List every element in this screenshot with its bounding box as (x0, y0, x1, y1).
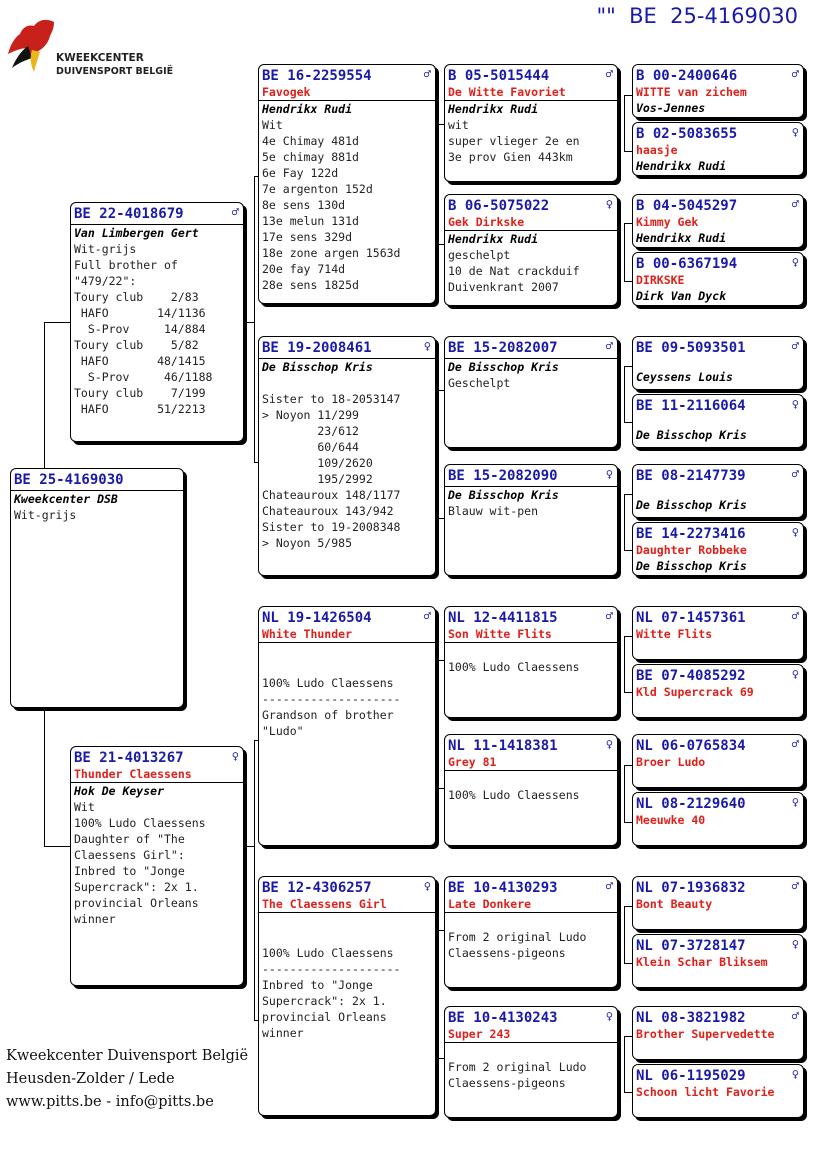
pigeon-details: geschelpt 10 de Nat crackduif Duivenkrant 2007 (448, 248, 580, 294)
pigeon-owner: Kweekcenter DSB (11, 490, 183, 507)
pigeon-owner: De Bisschop Kris (445, 358, 617, 375)
pigeon-owner: Hendrikx Rudi (259, 100, 435, 117)
pigeon-details: Geschelpt (448, 376, 511, 390)
pigeon-card-ggp4[interactable] (444, 464, 618, 576)
pigeon-card-ggp6[interactable] (444, 734, 618, 846)
male-icon: ♂ (605, 609, 613, 623)
ring-number (11, 469, 183, 489)
pigeon-owner: Ceyssens Louis (636, 370, 733, 384)
ring-number-text: BE 25-4169030 (14, 472, 124, 488)
pigeon-name: Daughter Robbeke (636, 543, 747, 557)
connector (624, 95, 625, 151)
ring-number (445, 465, 617, 485)
connector (44, 846, 70, 847)
ring-number-text: B 00-2400646 (636, 68, 738, 84)
pigeon-card-ggp5[interactable] (444, 606, 618, 718)
ring-number-text: NL 07-1936832 (636, 880, 746, 896)
pigeon-card-g3[interactable] (632, 194, 804, 248)
ring-number (445, 877, 617, 897)
ring-number (633, 793, 803, 813)
pigeon-details: 100% Ludo Claessens -------------------- Grandson of brother "Ludo" (262, 676, 401, 738)
pigeon-name: Grey 81 (448, 755, 497, 769)
pigeon-card-g4[interactable] (632, 252, 804, 306)
connector (624, 223, 625, 281)
ring-number-text: NL 08-3821982 (636, 1010, 746, 1026)
connector (624, 822, 632, 823)
connector (624, 422, 632, 423)
pigeon-name: Super 243 (448, 1027, 511, 1041)
male-icon: ♂ (423, 67, 431, 81)
pigeon-card-g5[interactable] (632, 336, 804, 390)
ring-number-text: NL 11-1418381 (448, 738, 558, 754)
ring-number-text: BE 09-5093501 (636, 340, 746, 356)
male-icon: ♂ (605, 879, 613, 893)
female-icon: ♀ (791, 667, 799, 681)
ring-number-text: NL 12-4411815 (448, 610, 558, 626)
pigeon-details: Blauw wit-pen (448, 504, 539, 518)
pigeon-details: 100% Ludo Claessens (448, 788, 580, 802)
ring-number-text: BE 08-2147739 (636, 468, 746, 484)
pigeon-owner: Hendrikx Rudi (445, 100, 617, 117)
female-icon: ♀ (791, 937, 799, 951)
pigeon-details: wit super vlieger 2e en 3e prov Gien 443km (448, 118, 580, 164)
ring-number (633, 65, 803, 85)
pigeon-owner: Hendrikx Rudi (445, 230, 617, 247)
ring-number-text: NL 07-1457361 (636, 610, 746, 626)
connector (44, 706, 45, 846)
connector (624, 494, 632, 495)
pigeon-owner: De Bisschop Kris (636, 498, 747, 512)
ring-number-text: BE 15-2082007 (448, 340, 558, 356)
pigeon-name: Kimmy Gek (636, 215, 699, 229)
logo-line-1: KWEEKCENTER (56, 52, 144, 64)
pigeon-card-g16[interactable] (632, 1064, 804, 1118)
ring-number-text: BE 12-4306257 (262, 880, 372, 896)
ring-number (71, 747, 243, 767)
connector (624, 765, 632, 766)
male-icon: ♂ (791, 737, 799, 751)
pigeon-card-g11[interactable] (632, 734, 804, 788)
pigeon-owner: De Bisschop Kris (636, 428, 747, 442)
ring-number-text: B 05-5015444 (448, 68, 550, 84)
pigeon-card-gp2[interactable] (258, 336, 436, 576)
connector (254, 176, 255, 462)
pigeon-card-g2[interactable] (632, 122, 804, 176)
pigeon-card-g9[interactable] (632, 606, 804, 660)
pigeon-name: Bont Beauty (636, 897, 713, 911)
ring-number (445, 195, 617, 215)
ring-number (445, 65, 617, 85)
ring-number-text: NL 19-1426504 (262, 610, 372, 626)
male-icon: ♂ (791, 609, 799, 623)
male-icon: ♂ (605, 339, 613, 353)
connector (624, 692, 632, 693)
female-icon: ♀ (791, 795, 799, 809)
ring-number-text: BE 14-2273416 (636, 526, 746, 542)
ring-number (445, 1007, 617, 1027)
connector (624, 906, 632, 907)
connector (44, 322, 45, 468)
ring-number (259, 607, 435, 627)
connector (438, 930, 439, 1058)
ring-number-text: B 00-6367194 (636, 256, 738, 272)
pigeon-name: Schoon licht Favorie (636, 1085, 775, 1099)
female-icon: ♀ (605, 737, 613, 751)
pigeon-card-g7[interactable] (632, 464, 804, 518)
male-icon: ♂ (423, 609, 431, 623)
connector (438, 124, 439, 244)
connector (624, 1092, 632, 1093)
connector (246, 846, 254, 847)
connector (624, 366, 632, 367)
ring-number-text: BE 10-4130243 (448, 1010, 558, 1026)
ring-number (633, 395, 803, 415)
footer-contact[interactable]: www.pitts.be - info@pitts.be (6, 1094, 214, 1110)
ring-number-text: BE 22-4018679 (74, 206, 184, 222)
pigeon-name: Son Witte Flits (448, 627, 552, 641)
male-icon: ♂ (605, 67, 613, 81)
ring-number (259, 65, 435, 85)
pigeon-card-ggp1[interactable] (444, 64, 618, 182)
male-icon: ♂ (791, 1009, 799, 1023)
connector (624, 494, 625, 550)
pigeon-card-ggp3[interactable] (444, 336, 618, 448)
pigeon-details: 100% Ludo Claessens (448, 660, 580, 674)
pigeon-card-gp4[interactable] (258, 876, 436, 1116)
ring-number-text: BE 21-4013267 (74, 750, 184, 766)
connector (438, 390, 439, 518)
footer-location: Heusden-Zolder / Lede (6, 1071, 175, 1087)
female-icon: ♀ (791, 397, 799, 411)
pigeon-details: Wit-grijs (14, 508, 77, 522)
logo-line-2: DUIVENSPORT BELGIË (56, 66, 174, 77)
pigeon-name: Gek Dirkske (448, 215, 525, 229)
connector (624, 366, 625, 422)
connector (624, 1036, 632, 1037)
pigeon-name: Klein Schar Bliksem (636, 955, 768, 969)
connector (246, 322, 254, 323)
ring-number-text: BE 19-2008461 (262, 340, 372, 356)
pigeon-details: From 2 original Ludo Claessens-pigeons (448, 1060, 587, 1090)
pigeon-details: Sister to 18-2053147 > Noyon 11/299 23/612 60/644 109/2620 195/2992 Chateauroux 148/1177 Chateauroux 143/942 Sister to 19-2008348 > Noyon 5/985 (262, 392, 401, 550)
ring-number (633, 337, 803, 357)
pigeon-card-subject[interactable] (10, 468, 184, 708)
pigeon-name: DIRKSKE (636, 273, 685, 287)
pigeon-card-g15[interactable] (632, 1006, 804, 1060)
female-icon: ♀ (231, 749, 239, 763)
ring-number (633, 935, 803, 955)
female-icon: ♀ (605, 467, 613, 481)
ring-number-text: B 04-5045297 (636, 198, 738, 214)
pigeon-card-g12[interactable] (632, 792, 804, 846)
pedigree-ring-title: "" BE 25-4169030 (596, 4, 798, 28)
ring-number (633, 607, 803, 627)
ring-number (259, 337, 435, 357)
connector (624, 1036, 625, 1092)
connector (254, 740, 255, 1020)
ring-number-text: BE 07-4085292 (636, 668, 746, 684)
pigeon-name: Thunder Claessens (74, 767, 192, 781)
pigeon-card-g10[interactable] (632, 664, 804, 718)
female-icon: ♀ (605, 1009, 613, 1023)
pigeon-owner: Dirk Van Dyck (636, 289, 727, 303)
connector (624, 906, 625, 963)
ring-number (633, 1065, 803, 1085)
pigeon-owner: De Bisschop Kris (445, 486, 617, 503)
pigeon-name: White Thunder (262, 627, 353, 641)
male-icon: ♂ (791, 197, 799, 211)
pigeon-card-g13[interactable] (632, 876, 804, 930)
pigeon-name: Late Donkere (448, 897, 532, 911)
pigeon-details: 100% Ludo Claessens -------------------- Inbred to "Jonge Supercrack": 2x 1. provincial Orleans winner (262, 946, 401, 1040)
female-icon: ♀ (791, 525, 799, 539)
ring-number-text: B 02-5083655 (636, 126, 738, 142)
ring-number (259, 877, 435, 897)
pigeon-name: Broer Ludo (636, 755, 706, 769)
pigeon-card-ggp8[interactable] (444, 1006, 618, 1118)
male-icon: ♂ (791, 467, 799, 481)
connector (624, 963, 632, 964)
pigeon-owner: Hendrikx Rudi (636, 159, 727, 173)
ring-number (633, 195, 803, 215)
pigeon-card-g8[interactable] (632, 522, 804, 576)
ring-number-text: BE 15-2082090 (448, 468, 558, 484)
connector (624, 550, 632, 551)
female-icon: ♀ (791, 125, 799, 139)
ring-number (71, 203, 243, 223)
pigeon-owner: Hok De Keyser (71, 782, 243, 799)
ring-number-text: B 06-5075022 (448, 198, 550, 214)
ring-number (633, 735, 803, 755)
pigeon-owner: Hendrikx Rudi (636, 231, 727, 245)
male-icon: ♂ (791, 879, 799, 893)
female-icon: ♀ (423, 879, 431, 893)
connector (624, 636, 632, 637)
ring-number-text: BE 10-4130293 (448, 880, 558, 896)
ring-number (633, 253, 803, 273)
pigeon-details: Wit 100% Ludo Claessens Daughter of "The Claessens Girl": Inbred to "Jonge Supercrack": 2x 1. provincial Orleans winner (74, 800, 206, 926)
ring-number-text: NL 07-3728147 (636, 938, 746, 954)
pigeon-card-gp3[interactable] (258, 606, 436, 846)
pigeon-name: WITTE van zichem (636, 85, 747, 99)
male-icon: ♂ (791, 339, 799, 353)
pigeon-name: The Claessens Girl (262, 897, 387, 911)
ring-number (633, 665, 803, 685)
pigeon-owner: De Bisschop Kris (259, 358, 435, 375)
ring-number (633, 877, 803, 897)
connector (624, 281, 632, 282)
ring-number (633, 1007, 803, 1027)
bird-logo-icon (8, 16, 56, 76)
pigeon-name: Brother Supervedette (636, 1027, 775, 1041)
company-logo (8, 16, 188, 80)
connector (438, 660, 439, 788)
pigeon-details: From 2 original Ludo Claessens-pigeons (448, 930, 587, 960)
male-icon: ♂ (231, 205, 239, 219)
pigeon-name: Favogek (262, 85, 311, 99)
female-icon: ♀ (423, 339, 431, 353)
pigeon-details: Wit 4e Chimay 481d 5e chimay 881d 6e Fay 122d 7e argenton 152d 8e sens 130d 13e melun 131d 17e sens 329d 18e zone argen 1563d 20e fay 714d 28e sens 1825d (262, 118, 401, 292)
ring-number (445, 337, 617, 357)
pigeon-card-ggp7[interactable] (444, 876, 618, 988)
pigeon-card-g6[interactable] (632, 394, 804, 448)
footer-company: Kweekcenter Duivensport België (6, 1048, 249, 1064)
male-icon: ♂ (791, 67, 799, 81)
connector (624, 765, 625, 822)
ring-number-text: BE 16-2259554 (262, 68, 372, 84)
female-icon: ♀ (791, 255, 799, 269)
pigeon-name: Meeuwke 40 (636, 813, 706, 827)
ring-number-text: NL 06-0765834 (636, 738, 746, 754)
ring-number-text: NL 06-1195029 (636, 1068, 746, 1084)
pigeon-owner: Van Limbergen Gert (71, 224, 243, 241)
pigeon-card-g1[interactable] (632, 64, 804, 118)
pigeon-card-g14[interactable] (632, 934, 804, 988)
pigeon-card-ggp2[interactable] (444, 194, 618, 306)
ring-number (445, 735, 617, 755)
ring-number (633, 523, 803, 543)
connector (624, 636, 625, 692)
pigeon-name: De Witte Favoriet (448, 85, 566, 99)
ring-number (445, 607, 617, 627)
connector (624, 223, 632, 224)
pigeon-card-sire[interactable] (70, 202, 244, 442)
pigeon-card-gp1[interactable] (258, 64, 436, 304)
ring-number (633, 465, 803, 485)
pigeon-name: haasje (636, 143, 678, 157)
ring-number (633, 123, 803, 143)
pigeon-card-dam[interactable] (70, 746, 244, 986)
connector (44, 322, 70, 323)
ring-number-text: NL 08-2129640 (636, 796, 746, 812)
pigeon-owner: Vos-Jennes (636, 101, 706, 115)
ring-number-text: BE 11-2116064 (636, 398, 746, 414)
female-icon: ♀ (791, 1067, 799, 1081)
pigeon-details: Wit-grijs Full brother of "479/22": Toury club 2/83 HAFO 14/1136 S-Prov 14/884 Toury club 5/82 HAFO 48/1415 S-Prov 46/1188 Toury club 7/199 HAFO 51/2213 (74, 242, 213, 416)
pigeon-name: Kld Supercrack 69 (636, 685, 754, 699)
pigeon-owner: De Bisschop Kris (636, 559, 747, 573)
pigeon-name: Witte Flits (636, 627, 713, 641)
connector (624, 151, 632, 152)
connector (624, 95, 632, 96)
female-icon: ♀ (605, 197, 613, 211)
